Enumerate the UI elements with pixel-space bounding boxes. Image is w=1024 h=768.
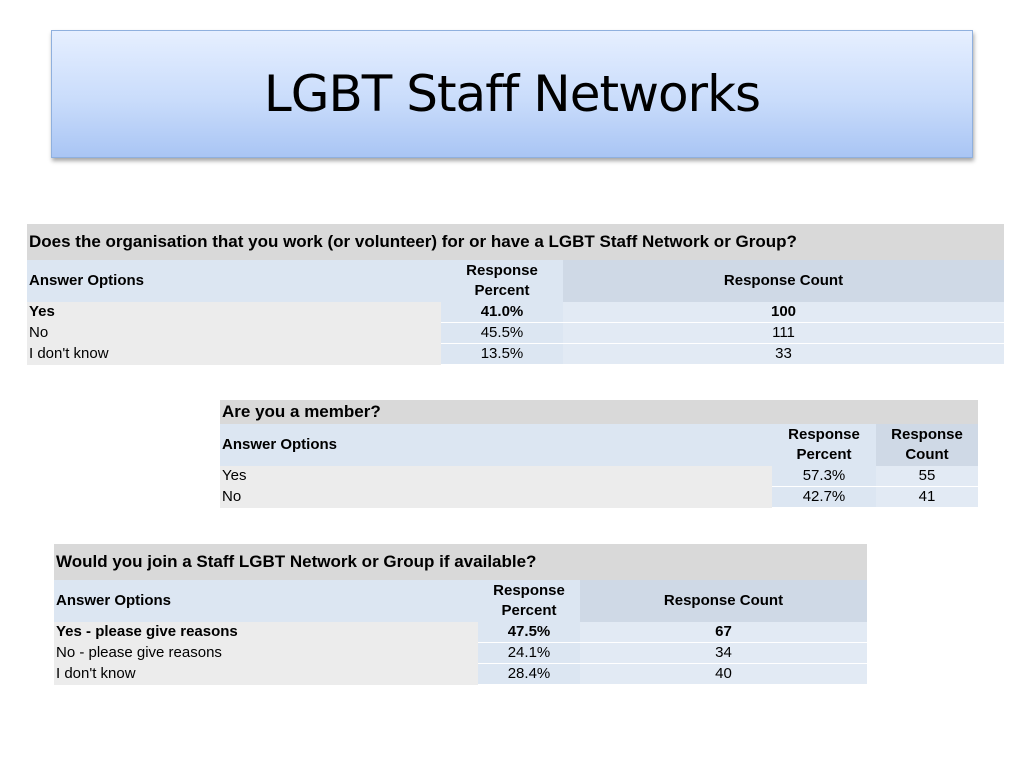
table-row xyxy=(54,622,867,643)
table-row xyxy=(54,643,867,664)
response-count: 34 xyxy=(580,643,867,664)
header-response-count: Response Count xyxy=(580,580,867,622)
table-row xyxy=(54,664,867,685)
response-percent: 41.0% xyxy=(441,302,563,323)
table-row xyxy=(27,302,1004,323)
question-text: Are you a member? xyxy=(220,400,978,424)
header-response-count: Response Count xyxy=(876,424,978,466)
response-count: 67 xyxy=(580,622,867,643)
response-percent: 24.1% xyxy=(478,643,580,664)
header-answer-options: Answer Options xyxy=(27,260,441,302)
answer-label: No - please give reasons xyxy=(54,643,478,664)
survey-table-organisation-network xyxy=(27,224,1004,365)
response-percent: 47.5% xyxy=(478,622,580,643)
table-row xyxy=(220,466,978,487)
question-text: Does the organisation that you work (or volunteer) for or have a LGBT Staff Network or Group? xyxy=(27,224,1004,260)
table-row xyxy=(220,487,978,508)
survey-table-join-network xyxy=(54,544,867,685)
header-answer-options: Answer Options xyxy=(54,580,478,622)
table-row xyxy=(27,344,1004,365)
response-percent: 28.4% xyxy=(478,664,580,685)
response-percent: 13.5% xyxy=(441,344,563,365)
question-text: Would you join a Staff LGBT Network or Group if available? xyxy=(54,544,867,580)
response-count: 55 xyxy=(876,466,978,487)
header-response-count: Response Count xyxy=(563,260,1004,302)
answer-label: I don't know xyxy=(27,344,441,365)
response-count: 100 xyxy=(563,302,1004,323)
answer-label: I don't know xyxy=(54,664,478,685)
header-response-percent: Response Percent xyxy=(441,260,563,302)
response-count: 33 xyxy=(563,344,1004,365)
slide-title-box xyxy=(51,30,973,158)
response-count: 111 xyxy=(563,323,1004,344)
table-row xyxy=(27,323,1004,344)
response-count: 41 xyxy=(876,487,978,508)
header-response-percent: Response Percent xyxy=(772,424,876,466)
response-percent: 42.7% xyxy=(772,487,876,508)
header-answer-options: Answer Options xyxy=(220,424,772,466)
header-response-percent: Response Percent xyxy=(478,580,580,622)
survey-table-membership xyxy=(220,400,978,508)
answer-label: Yes xyxy=(27,302,441,323)
answer-label: Yes - please give reasons xyxy=(54,622,478,643)
response-percent: 45.5% xyxy=(441,323,563,344)
response-percent: 57.3% xyxy=(772,466,876,487)
answer-label: Yes xyxy=(220,466,772,487)
response-count: 40 xyxy=(580,664,867,685)
answer-label: No xyxy=(220,487,772,508)
slide-title: LGBT Staff Networks xyxy=(263,65,761,123)
answer-label: No xyxy=(27,323,441,344)
